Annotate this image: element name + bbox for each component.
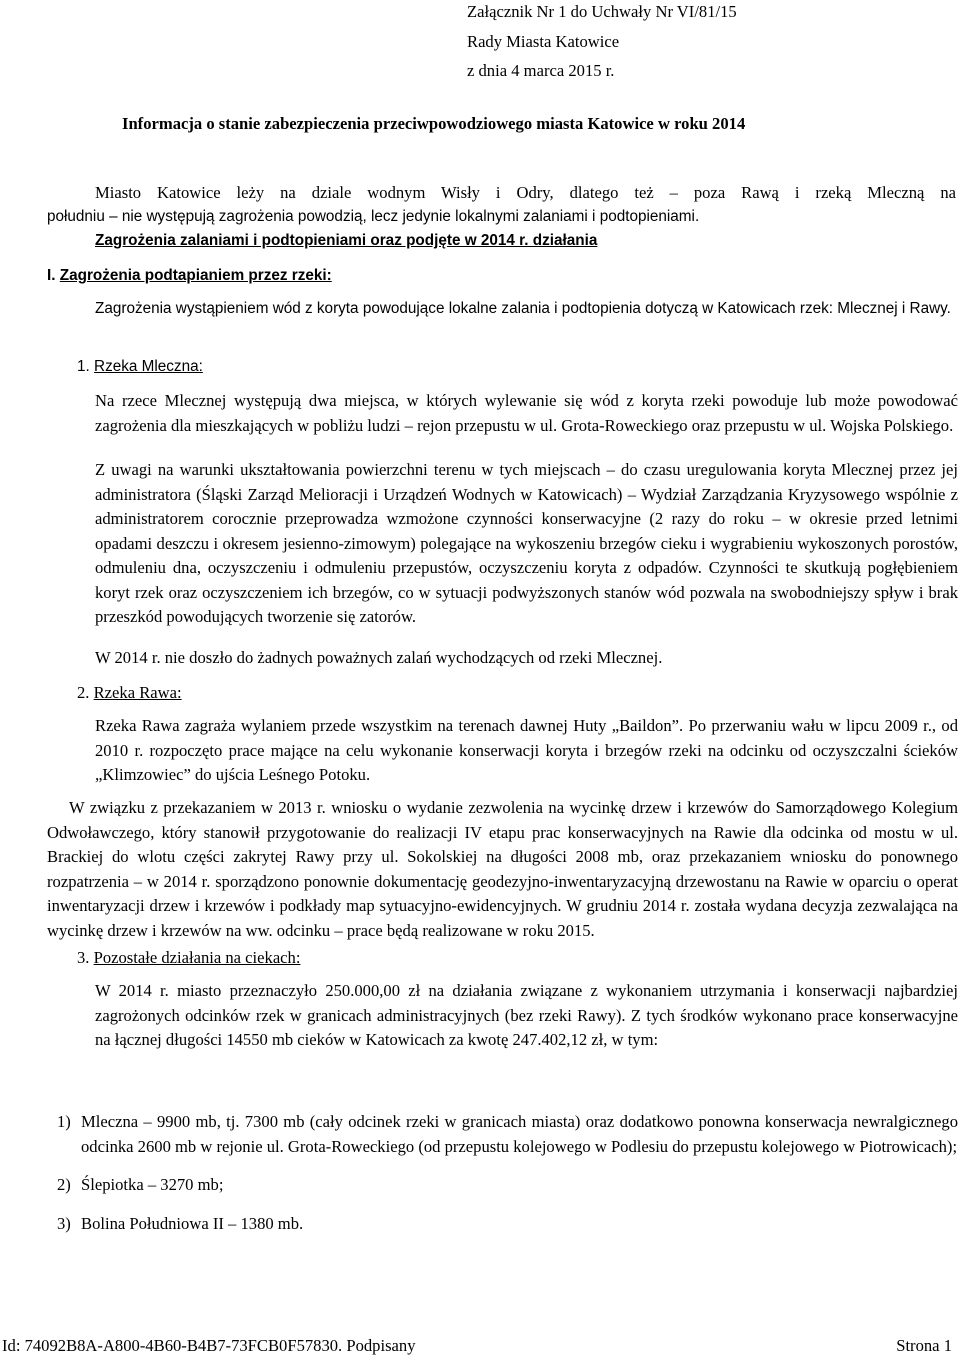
river-1-paragraph-1: Na rzece Mlecznej występują dwa miejsca, w których wylewanie się wód z koryta rzeki powoduje lub może powodować zagrożenia dla mieszkających w pobliżu ludzi – rejon przepustu w ul. Grota-Roweckiego oraz przepustu w ul. Wojska Polskiego. [95, 391, 958, 435]
section-3-title: Pozostałe działania na ciekach: [93, 948, 301, 967]
river-1-number: 1. [77, 358, 95, 375]
list-item [57, 1173, 960, 1198]
section-3-heading [77, 946, 300, 971]
intro-line-2: południu – nie występują zagrożenia powodzią, lecz jedynie lokalnymi zalaniami i podtopieniami. [47, 208, 700, 225]
list-item-text: Bolina Południowa II – 1380 mb. [81, 1213, 304, 1233]
document-title: Informacja o stanie zabezpieczenia przeciwpowodziowego miasta Katowice w roku 2014 [122, 114, 746, 133]
list-item-number: 3) [57, 1213, 71, 1233]
river-1-title: Rzeka Mleczna: [94, 358, 203, 375]
list-item-number: 2) [57, 1175, 71, 1194]
document-header [467, 0, 767, 84]
footer-document-id: Id: 74092B8A-A800-4B60-B4B7-73FCB0F57830. Podpisany [2, 1336, 416, 1355]
river-2-heading [77, 681, 182, 706]
river-2-number: 2. [77, 683, 94, 702]
list-item [57, 1212, 960, 1237]
maintenance-list [57, 1110, 960, 1236]
header-date-line: z dnia 4 marca 2015 r. [467, 61, 615, 80]
river-2-title: Rzeka Rawa: [93, 683, 182, 702]
list-item [57, 1110, 960, 1159]
river-1-heading [77, 355, 203, 380]
intro-line-1: Miasto Katowice leży na dziale wodnym Wisły i Odry, dlatego też – poza Rawą i rzeką Mleczną na [95, 183, 956, 202]
list-item-text: Ślepiotka – 3270 mb; [81, 1175, 224, 1194]
section-3-paragraph-1: W 2014 r. miasto przeznaczyło 250.000,00 zł na działania związane z wykonaniem utrzymania i konserwacji najbardziej zagrożonych odcinków rzek w granicach administracyjnych (bez rzeki Rawy). Z tych środków wykonano prace konserwacyjne na łącznej długości 14550 mb cieków w Katowicach za kwotę 247.402,12 zł, w tym: [95, 981, 958, 1049]
list-item-text: Mleczna – 9900 mb, tj. 7300 mb (cały odcinek rzeki w granicach miasta) oraz dodatkowo ponowna konserwacja newralgicznego odcinka 2600 mb w rejonie ul. Grota-Roweckiego (od przepustu kolejowego w Podlesiu do przepustu kolejowego w Piotrowicach); [81, 1112, 958, 1156]
header-attachment-line: Załącznik Nr 1 do Uchwały Nr VI/81/15 [467, 2, 737, 21]
river-1-paragraph-2: Z uwagi na warunki ukształtowania powierzchni terenu w tych miejscach – do czasu uregulowania koryta Mlecznej przez jej administratora (Śląski Zarząd Melioracji i Urządzeń Wodnych w Katowicach) – Wydział Zarządzania Kryzysowego wspólnie z administratorem corocznie przeprowadza wzmożone czynności konserwacyjne (2 razy do roku – w okresie przed letnimi opadami deszczu i okresem jesienno-zimowym) polegające na wykoszeniu brzegów cieku i wygrabieniu wykoszonych porostów, odmuleniu dna, oczyszczeniu i odmuleniu przepustów, oczyszczeniu koryta z odpadów. Czynności te skutkują pogłębieniem koryt rzek oraz oczyszczeniem ich brzegów, co w sytuacji podwyższonych stanów wód pozwala na swobodniejszy spływ i brak przeszkód powodujących tworzenie się zatorów. [95, 460, 958, 626]
section-i-text: Zagrożenia wystąpieniem wód z koryta powodujące lokalne zalania i podtopienia dotyczą w Katowicach rzek: Mlecznej i Rawy. [95, 300, 951, 317]
section-i-heading [47, 264, 332, 289]
river-1-paragraph-3: W 2014 r. nie doszło do żadnych poważnych zalań wychodzących od rzeki Mlecznej. [95, 648, 663, 667]
footer-page-number: Strona 1 [896, 1336, 952, 1355]
section-3-number: 3. [77, 948, 94, 967]
section-i-title: Zagrożenia podtapianiem przez rzeki: [59, 267, 332, 284]
river-2-paragraph-1: Rzeka Rawa zagraża wylaniem przede wszystkim na terenach dawnej Huty „Baildon”. Po przerwaniu wału w lipcu 2009 r., od 2010 r. rozpoczęto prace mające na celu wykonanie konserwacji koryta i brzegów rzeki na odcinku od oczyszczalni ścieków „Klimzowiec” do ujścia Leśnego Potoku. [95, 716, 958, 784]
section-i-number: I. [47, 267, 60, 284]
rawa-permit-paragraph: W związku z przekazaniem w 2013 r. wniosku o wydanie zezwolenia na wycinkę drzew i krzewów do Samorządowego Kolegium Odwoławczego, który stanowił przygotowanie do realizacji IV etapu prac konserwacyjnych na Rawie dla odcinka od mostu w ul. Brackiej do wlotu części zakrytej Rawy przy ul. Sokolskiej na długości 2008 mb, oraz przekazaniem wniosku do ponownego rozpatrzenia – w 2014 r. sporządzono ponownie dokumentację geodezyjno-inwentaryzacyjną drzewostanu na Rawie w oparciu o operat inwentaryzacji drzew i krzewów i podkłady map sytuacyjno-ewidencyjnych. W grudniu 2014 r. została wydana decyzja zezwalająca na wycinkę drzew i krzewów na ww. odcinku – prace będą realizowane w roku 2015. [47, 798, 958, 940]
header-council-line: Rady Miasta Katowice [467, 31, 620, 51]
section-heading: Zagrożenia zalaniami i podtopieniami oraz podjęte w 2014 r. działania [95, 232, 598, 249]
list-item-number: 1) [57, 1112, 71, 1131]
